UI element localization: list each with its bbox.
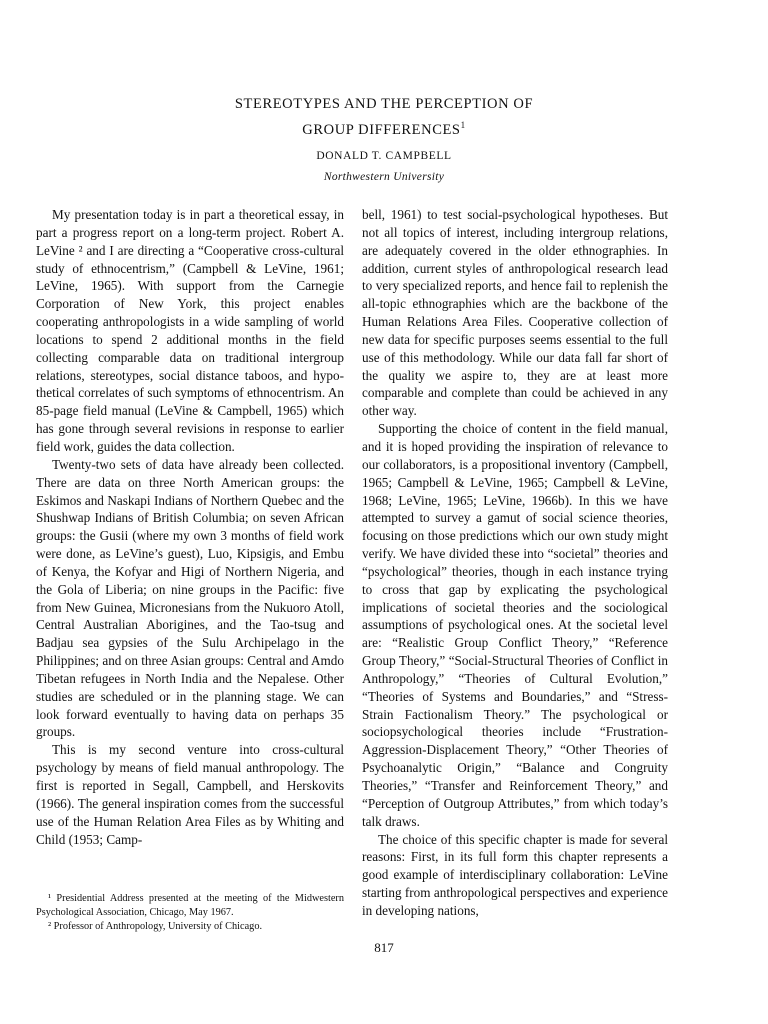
left-paragraph-2: Twenty-two sets of data have already been collected. There are data on three North American groups: the Eskimos and Naskapi Indians of Northern Quebec and the Shushwap Indians of British Columbia; on seven African groups: the Gusii (where my own 3 months of field work were done, as LeVine’s guest), Luo, Kipsigis, and Embu of Kenya, the Kofyar and Higi of Northern Nigeria, and the Gola of Liberia; on nine groups in the Pacific: five from New Guinea, Micronesians from the Nukuoro Atoll, Central Australian Aborigines, and the Tao-tsug and Badjau sea gypsies of the Sulu Archipelago in the Philippines; and on three Asian groups: Central and Amdo Tibetan refugees in North India and the Nepalese. Other studies are scheduled or in the planning stage. We can look forward eventually to having data on perhaps 35 groups. xyxy=(36,456,344,740)
right-paragraph-3: The choice of this specific chapter is made for several reasons: First, in its full form this chapter represents a good example of interdisciplinary collaboration: LeVine starting from anthropological perspectives and experience in developing nations, xyxy=(362,831,668,918)
left-paragraph-3: This is my second venture into cross-cultural psychology by means of field manual anthropology. The first is reported in Segall, Campbell, and Herskovits (1966). The general inspiration comes from the successful use of the Human Relation Area Files as by Whiting and Child (1953; Camp- xyxy=(36,742,344,847)
article-title xyxy=(0,94,768,141)
page-number: 817 xyxy=(374,940,394,955)
author-affiliation: Northwestern University xyxy=(323,171,445,183)
footnotes xyxy=(36,892,344,934)
title-line-1: STEREOTYPES AND THE PERCEPTION OF xyxy=(234,96,534,112)
right-column xyxy=(362,206,668,920)
left-column xyxy=(36,206,344,848)
author-name: DONALD T. CAMPBELL xyxy=(316,150,452,162)
title-footnote-mark: 1 xyxy=(460,120,466,130)
title-line-2: GROUP DIFFERENCES$^1$ xyxy=(302,120,466,138)
footnote-1: ¹ Presidential Address presented at the meeting of the Midwestern Psychological Association, Chicago, May 1967. xyxy=(36,893,344,918)
right-paragraph-2: Supporting the choice of content in the field manual, and it is hoped providing the inspiration of relevance to our collaborators, is a propositional inventory (Campbell, 1965; Campbell & LeVine, 1965; Campbell & LeVine, 1968; LeVine, 1965; LeVine, 1966b). In this we have attempted to survey a gamut of social science theories, focusing on those predictions which our own study might verify. We have divided these into “societal” theories and “psychological” theories, though in each instance trying to cross that gap by explicating the psychological implications of societal theories and the sociological assumptions of psychological ones. At the societal level are: “Realistic Group Conflict Theory,” “Reference Group Theory,” “Social-Structural Theories of Conflict in Anthropology,” “Theories of Cultural Evolution,” “Theories of Systems and Boundaries,” and “Stress-Strain Factionalism Theory.” The psychological or sociopsychological theories include “Frustration-Aggression-Displacement Theory,” “Other Theories of Psychoanalytic Origin,” “Balance and Congruity Theories,” “Transfer and Reinforcement Theory,” and “Perception of Outgroup Attributes,” from which today’s talk draws. xyxy=(362,421,668,829)
footnote-2: ² Professor of Anthropology, University of Chicago. xyxy=(48,921,263,932)
left-paragraph-1: My presentation today is in part a theoretical essay, in part a progress report on a long-term project. Robert A. LeVine ² and I are directing a “Cooperative cross-cultural study of ethnocentrism,” (Campbell & LeVine, 1961; LeVine, 1965). With support from the Carnegie Corporation of New York, this project enables cooperating anthropologists in a wide sampling of world locations to spend 2 additional months in the field collecting comparable data on traditional intergroup relations, stereotypes, social distance taboos, and hypothetical correlates of such symptoms of ethnocentrism. An 85-page field manual (LeVine & Campbell, 1965) which has gone through several revisions in response to earlier field work, guides the data collection. xyxy=(36,207,344,454)
right-paragraph-1: bell, 1961) to test social-psychological hypotheses. But not all topics of interest, including intergroup relations, are adequately covered in the older ethnographies. In addition, current styles of anthropological research lead to very specialized reports, and hence fail to replenish the all-topic ethnographies which are the backbone of the Human Relations Area Files. Cooperative collection of new data for specific purposes seems essential to the full use of this methodology. While our data fall far short of the quality we aspire to, they are at least more comparable and complete than could be achieved in any other way. xyxy=(362,207,668,419)
